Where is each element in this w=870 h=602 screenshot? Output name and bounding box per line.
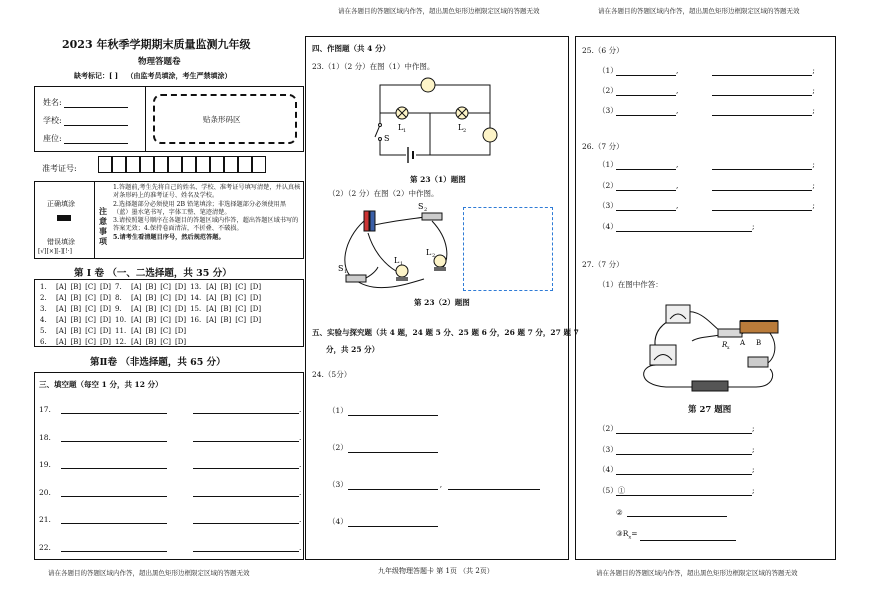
q23-1-prompt: 23.（1）（2 分）在图（1）中作图。 bbox=[312, 62, 435, 71]
fill-line[interactable] bbox=[193, 460, 299, 469]
part-label: （1） bbox=[598, 160, 618, 169]
empty-cell bbox=[219, 325, 234, 336]
answer-line[interactable] bbox=[712, 87, 812, 96]
question-number: 1. bbox=[40, 282, 47, 291]
exam-number-label: 准考证号: bbox=[42, 164, 77, 173]
empty-cell bbox=[233, 336, 248, 347]
fill-row[interactable]: 19. . bbox=[39, 460, 302, 469]
label-rx: R bbox=[722, 341, 728, 349]
answer-option[interactable]: [C] bbox=[85, 337, 96, 346]
label-a: A bbox=[740, 339, 746, 347]
school-line[interactable] bbox=[64, 117, 128, 126]
fill-row[interactable]: 21. . bbox=[39, 515, 302, 524]
q24-part-2[interactable]: （2） bbox=[328, 442, 438, 453]
fill-number: 18. bbox=[39, 432, 51, 442]
fill-row[interactable]: 22. . bbox=[39, 542, 302, 552]
note-item: 3.请按照题号顺序在各题目的答题区域内作答，超出答题区域书写的答案无效；4.保持卷面清洁，不折叠、不破损。 bbox=[113, 217, 299, 233]
question-number: 13. bbox=[190, 282, 202, 291]
answer-line[interactable] bbox=[616, 425, 752, 434]
answer-option[interactable]: [A] bbox=[56, 315, 67, 324]
note-item: 2.选择题部分必须使用 2B 铅笔填涂；非选择题部分必须使用黑（蓝）墨水笔书写，字体工整、笔迹清楚。 bbox=[113, 200, 287, 216]
fill-row[interactable]: 20. . bbox=[39, 487, 302, 497]
answer-row[interactable]: （2） , ; bbox=[598, 86, 815, 95]
label-b: B bbox=[756, 339, 762, 347]
answer-option[interactable]: [D] bbox=[99, 315, 112, 324]
svg-text:1: 1 bbox=[344, 269, 348, 275]
answer-option[interactable]: [A] bbox=[206, 293, 217, 302]
fill-line[interactable] bbox=[193, 515, 299, 524]
fill-line[interactable] bbox=[61, 543, 167, 552]
notes-list bbox=[113, 184, 301, 242]
label-s2: S bbox=[418, 202, 424, 211]
barcode-area bbox=[153, 94, 297, 144]
fill-number: 21. bbox=[39, 515, 51, 524]
answer-option[interactable]: [D] bbox=[99, 304, 112, 313]
answer-option[interactable]: [C] bbox=[85, 326, 96, 335]
answer-line[interactable] bbox=[616, 182, 676, 191]
answer-option[interactable]: [B] bbox=[70, 337, 82, 346]
answer-option[interactable]: [B] bbox=[145, 326, 157, 335]
answer-line[interactable] bbox=[712, 67, 812, 76]
absent-mark-label: 缺考标记：[ ] bbox=[74, 71, 119, 80]
answer-option[interactable]: [D] bbox=[250, 282, 262, 291]
answer-line[interactable] bbox=[616, 107, 676, 116]
answer-option[interactable]: [B] bbox=[145, 337, 157, 346]
answer-line[interactable] bbox=[616, 487, 752, 496]
answer-option[interactable]: [A] bbox=[56, 326, 67, 335]
answer-option[interactable]: [D] bbox=[250, 315, 262, 324]
note-item: 1.答题前,考生先将自己的姓名、学校、准考证号填写清楚，并认真核对条形码上的准考证号、姓名及学校。 bbox=[113, 184, 301, 200]
student-info-box bbox=[34, 86, 304, 152]
fill-line[interactable] bbox=[193, 543, 299, 552]
label-s: S bbox=[384, 134, 390, 143]
choice-row bbox=[38, 314, 263, 325]
section2-title: 第Ⅱ卷 （非选择题，共 65 分） bbox=[90, 357, 226, 368]
answer-option[interactable]: [D] bbox=[250, 293, 262, 302]
empty-cell bbox=[204, 325, 219, 336]
answer-row[interactable]: （2） , ; bbox=[598, 180, 815, 190]
q26-label: 26.（7 分） bbox=[582, 142, 624, 151]
answer-option[interactable]: [D] bbox=[99, 326, 112, 335]
answer-option[interactable]: [D] bbox=[175, 326, 187, 335]
absent-mark-note: （由监考员填涂，考生严禁填涂） bbox=[126, 71, 232, 80]
notes-heading: 注意事项 bbox=[99, 206, 107, 246]
answer-option[interactable]: [D] bbox=[250, 304, 262, 313]
answer-option[interactable]: [A] bbox=[206, 304, 217, 313]
answer-option[interactable]: [D] bbox=[175, 315, 187, 324]
bottom-notice-right: 请在各题目的答题区域内作答，超出黑色矩形边框限定区域的答题无效 bbox=[596, 569, 798, 577]
experiment-heading-2: 分，共 25 分） bbox=[326, 345, 380, 354]
part-label: （4） bbox=[598, 465, 618, 474]
choice-row bbox=[38, 336, 263, 347]
answer-option[interactable]: [A] bbox=[131, 326, 142, 335]
correct-fill-label: 正确填涂 bbox=[47, 200, 75, 208]
answer-option[interactable]: [B] bbox=[70, 304, 82, 313]
part-label: （5）① bbox=[598, 485, 626, 495]
svg-text:1: 1 bbox=[400, 261, 404, 267]
q27-5-3[interactable]: $③R_x=$ bbox=[616, 529, 736, 541]
seat-field[interactable] bbox=[43, 133, 128, 144]
fig27-caption: 第 27 题图 bbox=[688, 405, 732, 415]
part-label: （2） bbox=[598, 86, 618, 95]
question-number: 2. bbox=[40, 293, 47, 302]
answer-option[interactable]: [D] bbox=[175, 293, 187, 302]
empty-cell bbox=[204, 336, 219, 347]
name-label: 姓名: bbox=[43, 98, 62, 107]
answer-option[interactable]: [B] bbox=[145, 293, 157, 302]
instructions-box bbox=[34, 181, 304, 259]
answer-row[interactable]: （3） , ; bbox=[598, 201, 815, 210]
answer-option[interactable]: [C] bbox=[235, 304, 247, 313]
fig1-caption: 第 23（1）题图 bbox=[410, 175, 466, 184]
middle-column bbox=[305, 36, 579, 560]
answer-option[interactable]: [C] bbox=[235, 315, 247, 324]
circuit-diagram-1[interactable] bbox=[372, 73, 502, 163]
wrong-fill-examples: [√][×][-][!·] bbox=[38, 248, 72, 255]
q24-part-4[interactable]: （4） bbox=[328, 516, 438, 527]
wrong-fill-label: 错误填涂 bbox=[47, 238, 75, 246]
part-label: （2） bbox=[598, 424, 618, 433]
answer-line[interactable] bbox=[616, 161, 676, 170]
answer-line[interactable] bbox=[712, 202, 812, 211]
answer-option[interactable]: [D] bbox=[175, 337, 187, 346]
fill-number: 22. bbox=[39, 542, 51, 552]
answer-option[interactable]: [B] bbox=[145, 282, 157, 291]
answer-option[interactable]: [B] bbox=[70, 282, 82, 291]
answer-option[interactable]: [D] bbox=[99, 293, 112, 302]
q27-5-2[interactable]: ② bbox=[616, 508, 727, 517]
answer-option[interactable]: [A] bbox=[131, 315, 142, 324]
fill-guide bbox=[35, 182, 95, 258]
empty-cell bbox=[248, 325, 263, 336]
answer-row[interactable]: （2） ; bbox=[598, 424, 755, 433]
fill-line[interactable] bbox=[193, 405, 299, 414]
q27-1-prompt: （1）在图中作答： bbox=[598, 280, 663, 289]
answer-option[interactable]: [B] bbox=[220, 282, 232, 291]
answer-option[interactable]: [B] bbox=[220, 293, 232, 302]
answer-option[interactable]: [C] bbox=[85, 282, 96, 291]
experiment-heading-1: 五、实验与探究题（共 4 题，24 题 5 分、25 题 6 分，26 题 7 分，27 题 7 bbox=[312, 328, 579, 337]
fill-line[interactable] bbox=[61, 488, 167, 497]
svg-text:2: 2 bbox=[424, 207, 428, 213]
answer-row[interactable]: （5）① ; bbox=[598, 485, 755, 495]
question-number: 9. bbox=[115, 304, 122, 313]
answer-line[interactable] bbox=[616, 87, 676, 96]
svg-text:1: 1 bbox=[403, 128, 407, 134]
absent-mark bbox=[74, 71, 232, 81]
answer-line[interactable] bbox=[712, 161, 812, 170]
svg-text:x: x bbox=[727, 346, 730, 351]
section1-title: 第 Ⅰ 卷 （一、二选择题，共 35 分） bbox=[74, 268, 232, 279]
top-notice-middle: 请在各题目的答题区域内作答，超出黑色矩形边框限定区域的答题无效 bbox=[338, 7, 540, 15]
physical-circuit-27[interactable] bbox=[636, 295, 786, 395]
label-l2-fig2: L bbox=[426, 248, 432, 257]
question-number: 14. bbox=[190, 293, 202, 302]
answer-option[interactable]: [C] bbox=[160, 315, 172, 324]
fig2-drawing-area[interactable] bbox=[463, 207, 553, 291]
question-number: 8. bbox=[115, 293, 122, 302]
fill-line[interactable] bbox=[193, 488, 299, 497]
empty-cell bbox=[219, 336, 234, 347]
answer-option[interactable]: [B] bbox=[70, 315, 82, 324]
fill-heading: 三、填空题（每空 1 分，共 12 分） bbox=[39, 380, 163, 389]
fill-number: 20. bbox=[39, 487, 51, 497]
fill-row[interactable]: 17. . bbox=[39, 405, 302, 414]
answer-option[interactable]: [A] bbox=[131, 282, 142, 291]
note-item: 5.请考生看清题目序号，然后规范答题。 bbox=[113, 233, 225, 241]
name-line[interactable] bbox=[64, 99, 128, 108]
empty-cell bbox=[233, 325, 248, 336]
question-number: 6. bbox=[40, 337, 47, 346]
answer-option[interactable]: [C] bbox=[85, 315, 96, 324]
answer-option[interactable]: [A] bbox=[206, 282, 217, 291]
answer-option[interactable]: [D] bbox=[99, 282, 112, 291]
empty-cell bbox=[248, 336, 263, 347]
answer-option[interactable]: [A] bbox=[56, 304, 67, 313]
svg-text:2: 2 bbox=[463, 128, 467, 134]
choice-row bbox=[38, 292, 263, 303]
answer-row[interactable]: （4） ; bbox=[598, 465, 755, 474]
label-s1: S bbox=[338, 264, 344, 273]
answer-option[interactable]: [C] bbox=[235, 282, 247, 291]
answer-line[interactable] bbox=[616, 202, 676, 211]
correct-fill-sample bbox=[57, 215, 71, 221]
answer-line[interactable] bbox=[616, 466, 752, 475]
question-number: 15. bbox=[190, 304, 202, 313]
question-number: 11. bbox=[115, 326, 127, 335]
question-number bbox=[188, 336, 204, 347]
part-label: （1） bbox=[598, 66, 618, 75]
choice-row bbox=[38, 281, 263, 292]
fill-number: 17. bbox=[39, 405, 51, 414]
draw-heading: 四、作图题（共 4 分） bbox=[312, 44, 390, 53]
physical-circuit-2[interactable] bbox=[334, 199, 462, 295]
part-label: （3） bbox=[598, 201, 618, 210]
label-l1-fig2: L bbox=[394, 256, 400, 265]
question-number: 5. bbox=[40, 326, 47, 335]
question-number: 4. bbox=[40, 315, 47, 324]
answer-option[interactable]: [C] bbox=[160, 282, 172, 291]
answer-option[interactable]: [A] bbox=[56, 293, 67, 302]
answer-option[interactable]: [C] bbox=[235, 293, 247, 302]
name-field[interactable] bbox=[43, 97, 128, 108]
school-field[interactable] bbox=[43, 115, 128, 126]
fill-number: 19. bbox=[39, 460, 51, 469]
answer-line[interactable] bbox=[616, 446, 752, 455]
answer-option[interactable]: [B] bbox=[145, 315, 157, 324]
answer-option[interactable]: [B] bbox=[220, 304, 232, 313]
part-label: （3） bbox=[598, 444, 618, 454]
part-label: （4） bbox=[598, 221, 618, 231]
answer-line[interactable] bbox=[712, 107, 812, 116]
fill-in-section bbox=[34, 372, 304, 560]
svg-text:2: 2 bbox=[432, 253, 436, 259]
answer-option[interactable]: [A] bbox=[206, 315, 217, 324]
q24-label: 24.（5分） bbox=[312, 370, 352, 379]
seat-line[interactable] bbox=[64, 135, 128, 144]
fill-line[interactable] bbox=[193, 433, 299, 442]
q24-part-1[interactable]: （1） bbox=[328, 405, 438, 416]
question-number: 3. bbox=[40, 304, 47, 313]
answer-option[interactable]: [B] bbox=[220, 315, 232, 324]
answer-option[interactable]: [A] bbox=[131, 337, 142, 346]
label-l2: L bbox=[458, 123, 464, 132]
answer-option[interactable]: [C] bbox=[160, 304, 172, 313]
answer-option[interactable]: [C] bbox=[160, 337, 172, 346]
fill-line[interactable] bbox=[61, 460, 167, 469]
choice-row bbox=[38, 303, 263, 314]
answer-option[interactable]: [B] bbox=[70, 293, 82, 302]
answer-option[interactable]: [A] bbox=[131, 304, 142, 313]
q23-2-prompt: （2）（2 分）在图（2）中作图。 bbox=[328, 189, 439, 198]
fill-line[interactable] bbox=[61, 405, 167, 414]
answer-row[interactable]: （1） , ; bbox=[598, 66, 815, 75]
answer-row[interactable]: （3） ; bbox=[598, 444, 755, 454]
seat-label: 座位: bbox=[43, 134, 62, 143]
top-notice-right: 请在各题目的答题区域内作答，超出黑色矩形边框限定区域的答题无效 bbox=[598, 7, 800, 15]
answer-row[interactable]: （4） ; bbox=[598, 221, 755, 231]
part-label: （3） bbox=[598, 106, 618, 115]
answer-option[interactable]: [C] bbox=[85, 293, 96, 302]
answer-option[interactable]: [A] bbox=[131, 293, 142, 302]
answer-line[interactable] bbox=[616, 67, 676, 76]
answer-option[interactable]: [B] bbox=[70, 326, 82, 335]
fill-line[interactable] bbox=[61, 433, 167, 442]
fig2-caption: 第 23（2）题图 bbox=[414, 298, 470, 307]
part-label: （2） bbox=[598, 180, 618, 190]
answer-line[interactable] bbox=[712, 182, 812, 191]
answer-option[interactable]: [B] bbox=[145, 304, 157, 313]
answer-row[interactable]: （1） , ; bbox=[598, 160, 815, 169]
bottom-notice-left: 请在各题目的答题区域内作答，超出黑色矩形边框限定区域的答题无效 bbox=[48, 569, 250, 577]
answer-line[interactable] bbox=[616, 223, 752, 232]
question-number: 12. bbox=[115, 337, 127, 346]
answer-option[interactable]: [C] bbox=[160, 293, 172, 302]
answer-option[interactable]: [A] bbox=[56, 337, 67, 346]
answer-option[interactable]: [D] bbox=[175, 282, 187, 291]
barcode-label: 贴条形码区 bbox=[203, 115, 241, 124]
choice-answer-grid bbox=[34, 279, 304, 347]
answer-row[interactable]: （3） , ; bbox=[598, 106, 815, 115]
exam-title: 2023 年秋季学期期末质量监测九年级 bbox=[62, 38, 251, 51]
answer-option[interactable]: [A] bbox=[56, 282, 67, 291]
school-label: 学校: bbox=[43, 116, 62, 125]
exam-subtitle: 物理答题卷 bbox=[138, 57, 181, 67]
q25-label: 25.（6 分） bbox=[582, 46, 624, 55]
q24-part-3[interactable]: （3） , bbox=[328, 479, 540, 490]
question-number: 10. bbox=[115, 315, 127, 324]
question-number: 7. bbox=[115, 282, 122, 291]
fill-row[interactable]: 18. . bbox=[39, 432, 302, 442]
right-column bbox=[575, 36, 836, 560]
fill-line[interactable] bbox=[61, 515, 167, 524]
answer-option[interactable]: [C] bbox=[85, 304, 96, 313]
question-number: 16. bbox=[190, 315, 202, 324]
info-divider bbox=[145, 87, 146, 151]
answer-option[interactable]: [D] bbox=[175, 304, 187, 313]
page-footer: 九年级物理答题卡 第 1页 （共 2页） bbox=[378, 567, 494, 575]
answer-option[interactable]: [C] bbox=[160, 326, 172, 335]
label-l1: L bbox=[398, 123, 404, 132]
q27-label: 27.（7 分） bbox=[582, 260, 624, 269]
question-number bbox=[188, 325, 204, 336]
choice-row bbox=[38, 325, 263, 336]
exam-number-boxes[interactable] bbox=[98, 156, 272, 175]
answer-option[interactable]: [D] bbox=[99, 337, 112, 346]
choice-table bbox=[38, 281, 263, 347]
